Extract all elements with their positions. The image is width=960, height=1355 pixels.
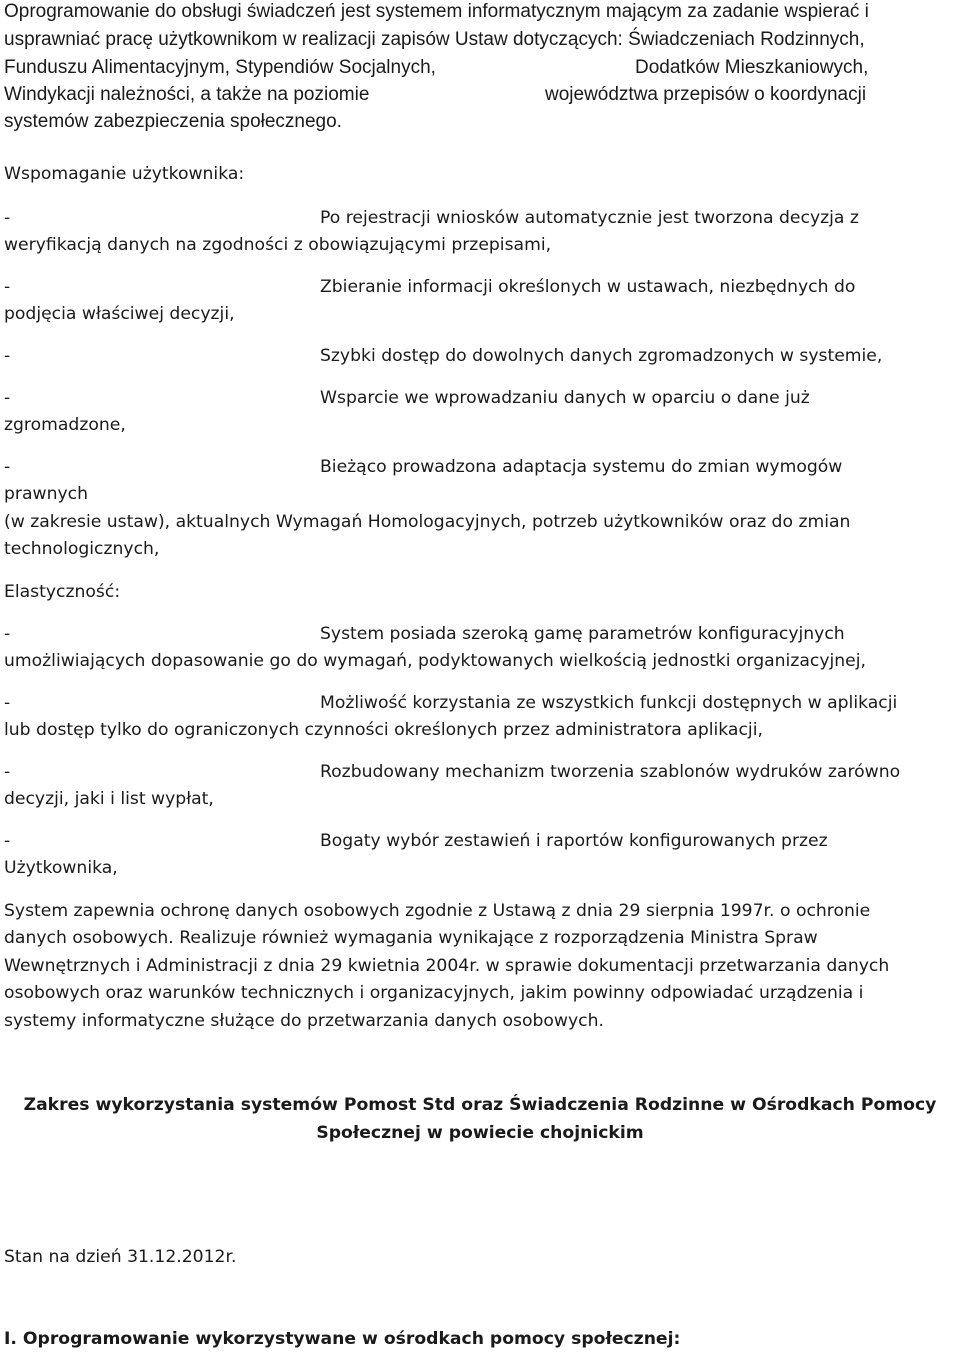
support-item-cont: weryfikacją danych na zgodności z obowiązującymi przepisami, — [4, 235, 552, 255]
intro-line: Windykacji należności, a także na poziomie — [4, 84, 370, 105]
bullet-dash: - — [4, 762, 11, 782]
support-item: Zbieranie informacji określonych w ustawach, niezbędnych do — [320, 277, 856, 297]
bullet-dash: - — [4, 388, 11, 408]
flex-item-cont: lub dostęp tylko do ograniczonych czynności określonych przez administratora aplikacji, — [4, 720, 763, 740]
section-title: Zakres wykorzystania systemów Pomost Std oraz Świadczenia Rodzinne w Ośrodkach Pomocy — [23, 1095, 937, 1115]
bullet-dash: - — [4, 277, 11, 297]
flex-item: Bogaty wybór zestawień i raportów konfigurowanych przez — [320, 831, 828, 851]
support-item-cont: prawnych — [4, 484, 88, 504]
bullet-dash: - — [4, 831, 11, 851]
privacy-line: System zapewnia ochronę danych osobowych zgodnie z Ustawą z dnia 29 sierpnia 1997r. o ochronie — [4, 901, 871, 921]
support-item-cont: (w zakresie ustaw), aktualnych Wymagań Homologacyjnych, potrzeb użytkowników oraz do zmian — [4, 512, 851, 532]
flex-heading: Elastyczność: — [4, 582, 121, 602]
intro-line: usprawniać pracę użytkownikom w realizacji zapisów Ustaw dotyczących: Świadczeniach Rodzinnych, — [4, 29, 865, 50]
privacy-line: Wewnętrznych i Administracji z dnia 29 kwietnia 2004r. w sprawie dokumentacji przetwarzania danych — [4, 956, 890, 976]
section-title: Społecznej w powiecie chojnickim — [316, 1123, 644, 1143]
intro-line: województwa przepisów o koordynacji — [545, 84, 867, 105]
flex-item: System posiada szeroką gamę parametrów konfiguracyjnych — [320, 624, 845, 644]
flex-item-cont: decyzji, jaki i list wypłat, — [4, 789, 214, 809]
support-item: Po rejestracji wniosków automatycznie jest tworzona decyzja z — [320, 208, 859, 228]
flex-item: Możliwość korzystania ze wszystkich funkcji dostępnych w aplikacji — [320, 693, 898, 713]
bullet-dash: - — [4, 624, 11, 644]
bullet-dash: - — [4, 208, 11, 228]
flex-item: Rozbudowany mechanizm tworzenia szablonów wydruków zarówno — [320, 762, 901, 782]
bullet-dash: - — [4, 346, 11, 366]
intro-line: systemów zabezpieczenia społecznego. — [4, 111, 342, 132]
bullet-dash: - — [4, 457, 11, 477]
intro-line: Dodatków Mieszkaniowych, — [635, 57, 869, 78]
bullet-dash: - — [4, 693, 11, 713]
support-heading: Wspomaganie użytkownika: — [4, 164, 245, 184]
flex-item-cont: Użytkownika, — [4, 858, 118, 878]
support-item: Wsparcie we wprowadzaniu danych w oparciu o dane już — [320, 388, 810, 408]
privacy-line: systemy informatyczne służące do przetwarzania danych osobowych. — [4, 1011, 604, 1031]
support-item-cont: podjęcia właściwej decyzji, — [4, 304, 235, 324]
support-item: Szybki dostęp do dowolnych danych zgromadzonych w systemie, — [320, 346, 883, 366]
flex-item-cont: umożliwiających dopasowanie go do wymagań, podyktowanych wielkością jednostki organizacyjnej, — [4, 651, 866, 671]
support-item: Bieżąco prowadzona adaptacja systemu do zmian wymogów — [320, 457, 843, 477]
support-item-cont: technologicznych, — [4, 539, 160, 559]
privacy-line: danych osobowych. Realizuje również wymagania wynikające z rozporządzenia Ministra Spraw — [4, 928, 818, 948]
section-heading: I. Oprogramowanie wykorzystywane w ośrodkach pomocy społecznej: — [4, 1329, 681, 1349]
privacy-line: osobowych oraz warunków technicznych i organizacyjnych, jakim powinny odpowiadać urządzenia i — [4, 983, 864, 1003]
intro-line: Oprogramowanie do obsługi świadczeń jest systemem informatycznym mającym za zadanie wspierać i — [4, 1, 869, 22]
date-line: Stan na dzień 31.12.2012r. — [4, 1247, 237, 1267]
intro-line: Funduszu Alimentacyjnym, Stypendiów Socjalnych, — [4, 57, 436, 78]
support-item-cont: zgromadzone, — [4, 415, 126, 435]
